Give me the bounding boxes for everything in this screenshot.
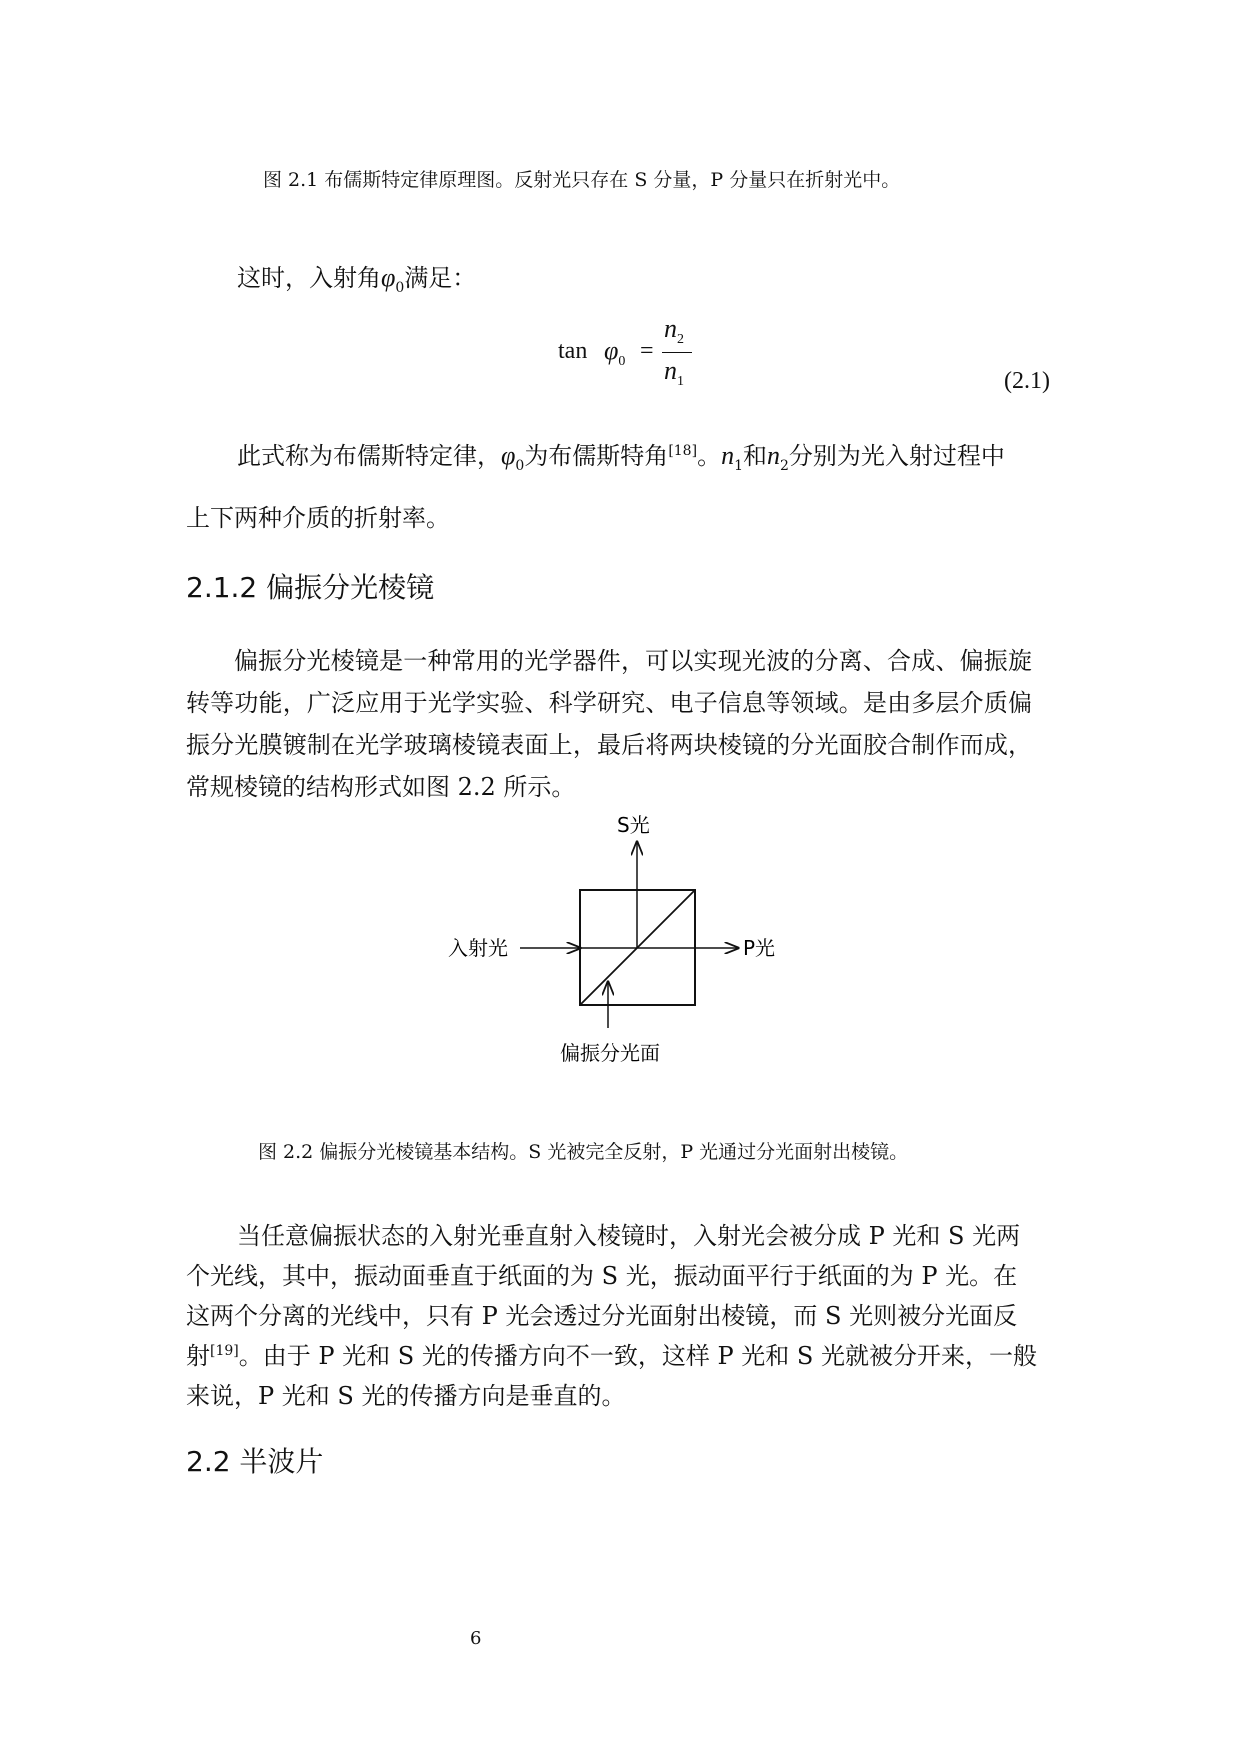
split-paragraph-line5: 来说，P 光和 S 光的传播方向是垂直的。 [186,1382,626,1410]
p-light-label: P光 [743,936,776,960]
eq-numerator: $n_2$ [664,314,684,347]
intro-line [237,258,476,296]
equation-number: (2.1) [1004,368,1050,394]
n2-symbol: n [766,441,780,470]
section-heading-2-1-2: 2.1.2 偏振分光棱镜 [186,571,435,604]
split-paragraph-line4: 射[19]。由于 P 光和 S 光的传播方向不一致，这样 P 光和 S 光就被分开来，一般 [186,1342,1037,1370]
eq-denominator: $n_1$ [664,356,684,389]
split-paragraph-line2: 个光线，其中，振动面垂直于纸面的为 S 光，振动面平行于纸面的为 P 光。在 [186,1262,1018,1290]
eq-equals: = [640,338,654,364]
fraction-bar [662,352,692,353]
eq-phi: $\varphi_0$ [604,336,626,369]
figure-2-2-caption: 图 2.2 偏振分光棱镜基本结构。S 光被完全反射，P 光通过分光面射出棱镜。 [258,1141,909,1163]
split-face-label: 偏振分光面 [560,1041,660,1065]
s-light-label: S光 [617,813,650,837]
split-paragraph-line1: 当任意偏振状态的入射光垂直射入棱镜时，入射光会被分成 P 光和 S 光两 [237,1222,1021,1250]
phi-symbol: φ [501,441,516,470]
equation-2-1 [558,314,684,400]
eq-tan: tan [558,338,588,364]
phi-subscript: 0 [395,279,405,296]
pbs-diagram [420,810,800,1080]
split-paragraph-line3: 这两个分离的光线中，只有 P 光会透过分光面射出棱镜，而 S 光则被分光面反 [186,1302,1018,1330]
intro-text-after: 满足： [404,264,477,292]
page-number: 6 [470,1628,482,1649]
figure-2-1-caption: 图 2.1 布儒斯特定律原理图。反射光只存在 S 分量，P 分量只在折射光中。 [263,169,901,191]
citation-18: [18] [668,443,698,459]
pbs-paragraph: 偏振分光棱镜是一种常用的光学器件，可以实现光波的分离、合成、偏振旋转等功能，广泛应用于光学实验、科学研究、电子信息等领域。是由多层介质偏振分光膜镀制在光学玻璃棱镜表面上，最后将两块棱镜的分光面胶合制作而成，常规棱镜的结构形式如图 2.2 所示。 [186,647,1032,801]
incident-light-label: 入射光 [448,936,508,960]
intro-text-before: 这时，入射角 [237,264,381,292]
citation-19: [19] [210,1343,239,1359]
brewster-paragraph-line1: 此式称为布儒斯特定律，$\varphi_0$为布儒斯特角[18]。$n_1$和$n_2$分别为光入射过程中 [237,441,1005,474]
n1-symbol: n [721,441,735,470]
phi-symbol: φ [381,263,396,292]
section-heading-2-2: 2.2 半波片 [186,1445,324,1478]
brewster-paragraph-line2: 上下两种介质的折射率。 [186,504,450,532]
